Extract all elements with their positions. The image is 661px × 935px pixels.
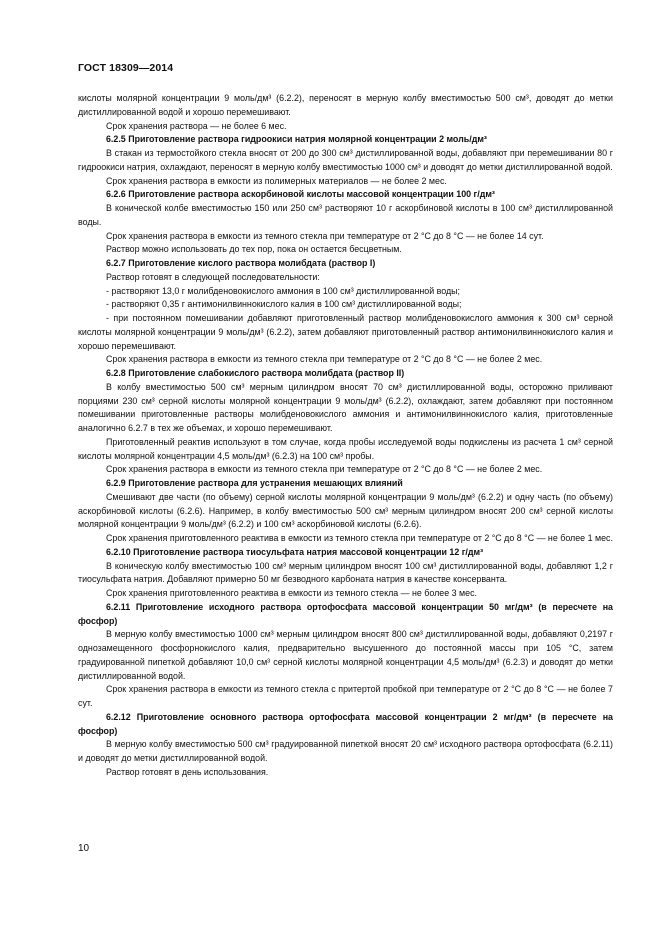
- paragraph: В стакан из термостойкого стекла вносят от 200 до 300 см³ дистиллированной воды, добавляют при перемешивании 80 г гидроокиси натрия, охлаждают, переносят в мерную колбу вместимостью 1000 см³ и доводят до метки дистиллированной водой.: [78, 148, 613, 172]
- paragraph: Смешивают две части (по объему) серной кислоты молярной концентрации 9 моль/дм³ (6.2.2) и одну часть (по объему) аскорбиновой кислоты (6.2.6). Например, в колбу вместимостью 500 см³ мерным цилиндром вносят 200 см³ серной кислоты молярной концентрации 9 моль/дм³ (6.2.2) и 100 см³ аскорбиновой кислоты (6.2.6).: [78, 491, 613, 530]
- section-heading: 6.2.8 Приготовление слабокислого раствора молибдата (раствор II): [106, 368, 405, 378]
- paragraph: Раствор можно использовать до тех пор, пока он остается бесцветным.: [106, 244, 402, 255]
- paragraph: Срок хранения раствора в емкости из темного стекла с притертой пробкой при температуре от 2 °С до 8 °С — не более 7 сут.: [78, 684, 613, 708]
- section-heading: 6.2.7 Приготовление кислого раствора молибдата (раствор I): [106, 258, 376, 268]
- paragraph: Приготовленный реактив используют в том случае, когда пробы исследуемой воды подкислены из расчета 1 см³ серной кислоты молярной концентрации 4,5 моль/дм³ (6.2.3) на 100 см³ пробы.: [78, 436, 613, 461]
- paragraph: В мерную колбу вместимостью 1000 см³ мерным цилиндром вносят 800 см³ дистиллированной воды, добавляют 0,2197 г однозамещенного фосфорнокислого калия, предварительно высушенного до постоянной массы при 105 °С, затем градуированной пипеткой добавляют 10,0 см³ серной кислоты молярной концентрации 4,5 моль/дм³ (6.2.3) и доводят до метки дистиллированной водой.: [78, 629, 613, 681]
- paragraph: Раствор готовят в день использования.: [106, 766, 269, 777]
- paragraph: В мерную колбу вместимостью 500 см³ градуированной пипеткой вносят 20 см³ исходного раствора ортофосфата (6.2.11) и доводят до метки дистиллированной водой.: [78, 739, 613, 763]
- section-heading: 6.2.5 Приготовление раствора гидроокиси натрия молярной концентрации 2 моль/дм³: [106, 134, 487, 145]
- paragraph: Срок хранения раствора в емкости из темного стекла при температуре от 2 °С до 8 °С — не более 2 мес.: [106, 464, 543, 475]
- section-heading: 6.2.9 Приготовление раствора для устранения мешающих влияний: [106, 478, 403, 488]
- paragraph: Срок хранения раствора в емкости из полимерных материалов — не более 2 мес.: [106, 175, 447, 186]
- paragraph: - растворяют 13,0 г молибденовокислого аммония в 100 см³ дистиллированной воды;: [106, 285, 461, 296]
- page-number: 10: [78, 843, 90, 854]
- paragraph: кислоты молярной концентрации 9 моль/дм³ (6.2.2), переносят в мерную колбу вместимостью 500 см³, доводят до метки дистиллированной водой и хорошо перемешивают.: [78, 93, 613, 117]
- paragraph: Срок хранения приготовленного реактива в емкости из темного стекла — не более 3 мес.: [106, 588, 477, 598]
- paragraph: В конической колбе вместимостью 150 или 250 см³ растворяют 10 г аскорбиновой кислоты в 100 см³ дистиллированной воды.: [78, 203, 613, 227]
- document-header: ГОСТ 18309—2014: [78, 62, 174, 74]
- paragraph: - растворяют 0,35 г антимонилвиннокислого калия в 100 см³ дистиллированной воды;: [106, 299, 462, 310]
- section-heading: 6.2.12 Приготовление основного раствора ортофосфата массовой концентрации 2 мг/дм³ (в пересчете на фосфор): [78, 711, 613, 736]
- paragraph: Раствор готовят в следующей последовательности:: [106, 271, 320, 282]
- paragraph: Срок хранения раствора в емкости из темного стекла при температуре от 2 °С до 8 °С — не более 2 мес.: [106, 354, 543, 365]
- paragraph: Срок хранения приготовленного реактива в емкости из темного стекла при температуре от 2 °С до 8 °С — не более 1 мес.: [106, 533, 613, 543]
- document-body: [78, 92, 613, 780]
- section-heading: 6.2.10 Приготовление раствора тиосульфата натрия массовой концентрации 12 г/дм³: [106, 546, 484, 557]
- paragraph: - при постоянном помешивании добавляют приготовленный раствор молибденовокислого аммония к 300 см³ серной кислоты молярной концентрации 9 моль/дм³ (6.2.2), затем добавляют приготовленный раствор антимонилвиннокислого калия и хорошо перемешивают.: [78, 313, 613, 351]
- section-heading: 6.2.6 Приготовление раствора аскорбиновой кислоты массовой концентрации 100 г/дм³: [106, 189, 495, 200]
- paragraph: В коническую колбу вместимостью 100 см³ мерным цилиндром вносят 100 см³ дистиллированной воды, добавляют 1,2 г тиосульфата натрия. Добавляют примерно 50 мг безводного карбоната натрия в качестве консерванта.: [78, 560, 613, 585]
- paragraph: Срок хранения раствора — не более 6 мес.: [106, 120, 287, 131]
- paragraph: В колбу вместимостью 500 см³ мерным цилиндром вносят 70 см³ дистиллированной воды, осторожно приливают порциями 230 см³ серной кислоты молярной концентрации 9 моль/дм³ (6.2.2), охлаждают, затем добавляют при постоянном помешивании приготовленные растворы молибденовокислого аммония и антимонилвиннокислого калия, приготовленные аналогично 6.2.7 в тех же объемах, и хорошо перемешивают.: [78, 381, 613, 433]
- section-heading: 6.2.11 Приготовление исходного раствора ортофосфата массовой концентрации 50 мг/дм³ (в пересчете на фосфор): [78, 601, 613, 626]
- paragraph: Срок хранения раствора в емкости из темного стекла при температуре от 2 °С до 8 °С — не более 14 сут.: [106, 230, 544, 241]
